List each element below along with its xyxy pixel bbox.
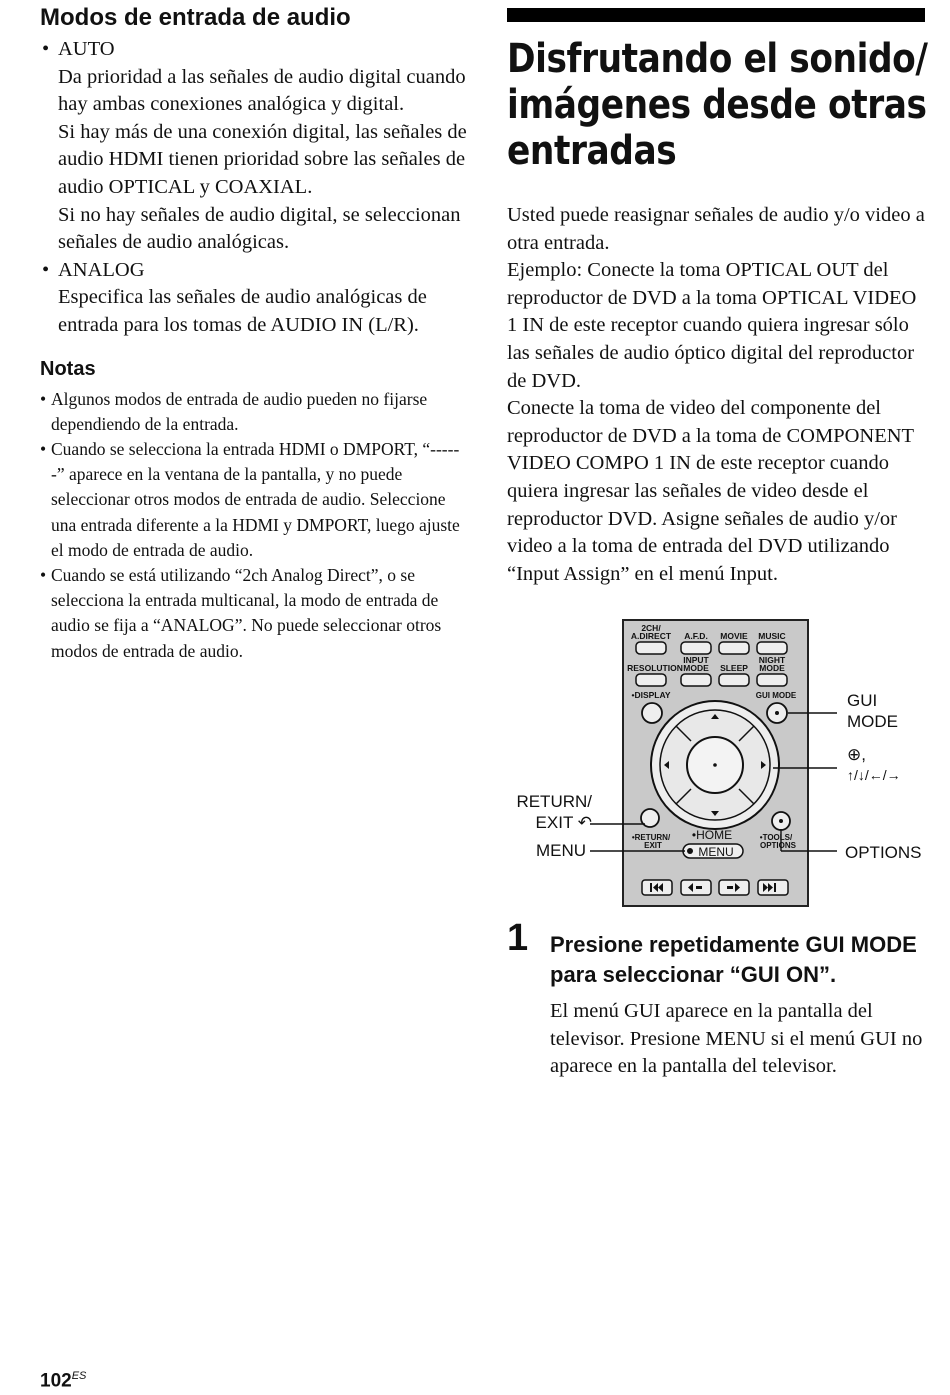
label-menu: MENU bbox=[698, 845, 734, 859]
paragraph: Conecte la toma de video del componente del reproductor de DVD a la toma de COMPONENT VIDEO COMPO 1 IN de este receptor cuando quiera ingresar las señales de video desde el reproductor DVD. Asigne señales de audio y/or video a la toma de entrada del DVD utilizando “Input Assign” en el menú Input. bbox=[507, 397, 914, 585]
button-music bbox=[757, 642, 787, 654]
notes-title: Notas bbox=[40, 357, 96, 380]
label-display: •DISPLAY bbox=[631, 690, 671, 700]
button-input-mode bbox=[681, 674, 711, 686]
label-afd: A.F.D. bbox=[684, 631, 708, 641]
label-night-line1: NIGHT bbox=[758, 655, 786, 665]
step-heading: Presione repetidamente GUI MODE para seleccionar “GUI ON”. bbox=[550, 932, 917, 987]
button-movie bbox=[719, 642, 749, 654]
label-2ch-line2: A.DIRECT bbox=[630, 631, 672, 641]
callout-text: EXIT ↶ bbox=[535, 813, 592, 832]
title-line: imágenes desde otras bbox=[507, 82, 927, 128]
bullet: • bbox=[40, 388, 47, 409]
label-night-line2: MODE bbox=[759, 663, 785, 673]
option-name: AUTO bbox=[58, 38, 115, 60]
title-line: entradas bbox=[507, 128, 677, 174]
option-desc: Da prioridad a las señales de audio digital cuando hay ambas conexiones analógica y digital. bbox=[58, 65, 466, 116]
note-text: Algunos modos de entrada de audio pueden no fijarse dependiendo de la entrada. bbox=[51, 388, 428, 434]
note-text: Cuando se está utilizando “2ch Analog Direct”, o se selecciona la entrada multicanal, la modo de entrada de audio se fija a “ANALOG”. No puede seleccionar otros modos de entrada de audio. bbox=[51, 564, 442, 661]
body-text bbox=[507, 202, 927, 588]
callout-options: OPTIONS bbox=[845, 843, 922, 862]
label-movie: MOVIE bbox=[720, 631, 748, 641]
page-number-value: 102 bbox=[40, 1370, 72, 1392]
right-column bbox=[507, 8, 927, 588]
option-name: ANALOG bbox=[58, 258, 145, 281]
section-title: Modos de entrada de audio bbox=[40, 4, 351, 31]
label-return-line1: •RETURN/ bbox=[631, 833, 671, 842]
button-night-mode bbox=[757, 674, 787, 686]
option-desc: Especifica las señales de audio analógicas de entrada para los tomas de AUDIO IN (L/R). bbox=[58, 286, 427, 336]
label-2ch-line1: 2CH/ bbox=[641, 623, 661, 633]
step-number: 1 bbox=[507, 917, 529, 959]
callout-gui-mode bbox=[847, 690, 898, 732]
page-title bbox=[507, 36, 928, 174]
label-sleep: SLEEP bbox=[720, 663, 748, 673]
title-line: Disfrutando el sonido/ bbox=[507, 36, 928, 82]
note-item bbox=[40, 563, 470, 664]
step-1 bbox=[507, 918, 927, 1081]
paragraph: Usted puede reasignar señales de audio y/o video a otra entrada. bbox=[507, 204, 925, 254]
button-resolution bbox=[636, 674, 666, 686]
callout-text: MODE bbox=[847, 712, 898, 731]
label-music: MUSIC bbox=[758, 631, 786, 641]
callout-arrows bbox=[847, 744, 901, 786]
callout-text: RETURN/ bbox=[516, 792, 592, 811]
step-body: El menú GUI aparece en la pantalla del televisor. Presione MENU si el menú GUI no aparece en la pantalla del televisor. bbox=[550, 1000, 923, 1078]
callout-text: ↑/↓/←/→ bbox=[847, 767, 901, 783]
page-number bbox=[40, 1370, 86, 1392]
page-number-suffix: ES bbox=[71, 1370, 87, 1382]
bullet: • bbox=[40, 564, 47, 585]
paragraph: Ejemplo: Conecte la toma OPTICAL OUT del reproductor de DVD a la toma OPTICAL VIDEO 1 IN de este receptor cuando quiera ingresar sólo las señales de audio óptico digital del reproductor de DVD. bbox=[507, 259, 917, 392]
remote-figure bbox=[505, 618, 935, 908]
bullet: • bbox=[42, 258, 50, 281]
note-item bbox=[40, 437, 470, 563]
title-bar bbox=[507, 8, 925, 22]
callout-return-exit bbox=[510, 791, 592, 833]
list-item bbox=[40, 36, 470, 257]
callout-text: ⊕, bbox=[847, 745, 866, 764]
label-input-line2: MODE bbox=[683, 663, 709, 673]
list-item bbox=[40, 257, 470, 340]
option-desc: Si hay más de una conexión digital, las señales de audio HDMI tienen prioridad sobre las señales de audio OPTICAL y COAXIAL. bbox=[58, 120, 467, 198]
button-sleep bbox=[719, 674, 749, 686]
bullet: • bbox=[42, 38, 50, 60]
label-home: •HOME bbox=[691, 828, 733, 842]
label-return-line2: EXIT bbox=[644, 841, 662, 850]
forward-button bbox=[719, 880, 749, 895]
button-2ch bbox=[636, 642, 666, 654]
label-resolution: RESOLUTION bbox=[627, 663, 683, 673]
option-desc: Si no hay señales de audio digital, se seleccionan señales de audio analógicas. bbox=[58, 203, 461, 254]
left-column bbox=[40, 4, 470, 664]
options-list bbox=[40, 36, 470, 340]
callout-text: GUI bbox=[847, 691, 878, 710]
label-tools-line2: OPTIONS bbox=[759, 841, 797, 850]
notes-list bbox=[40, 387, 470, 664]
label-input-line1: INPUT bbox=[683, 655, 709, 665]
callout-menu: MENU bbox=[536, 841, 587, 860]
label-gui-mode: GUI MODE bbox=[755, 691, 797, 700]
bullet: • bbox=[40, 438, 47, 459]
button-afd bbox=[681, 642, 711, 654]
display-button bbox=[642, 703, 662, 723]
note-item bbox=[40, 387, 470, 437]
label-tools-line1: •TOOLS/ bbox=[759, 833, 793, 842]
note-text: Cuando se selecciona la entrada HDMI o DMPORT, “------” aparece en la ventana de la pantalla, y no puede seleccionar otros modos de entrada de audio. Seleccione una entrada diferente a la HDMI y DMPORT, luego ajuste el modo de entrada de audio. bbox=[51, 438, 460, 560]
